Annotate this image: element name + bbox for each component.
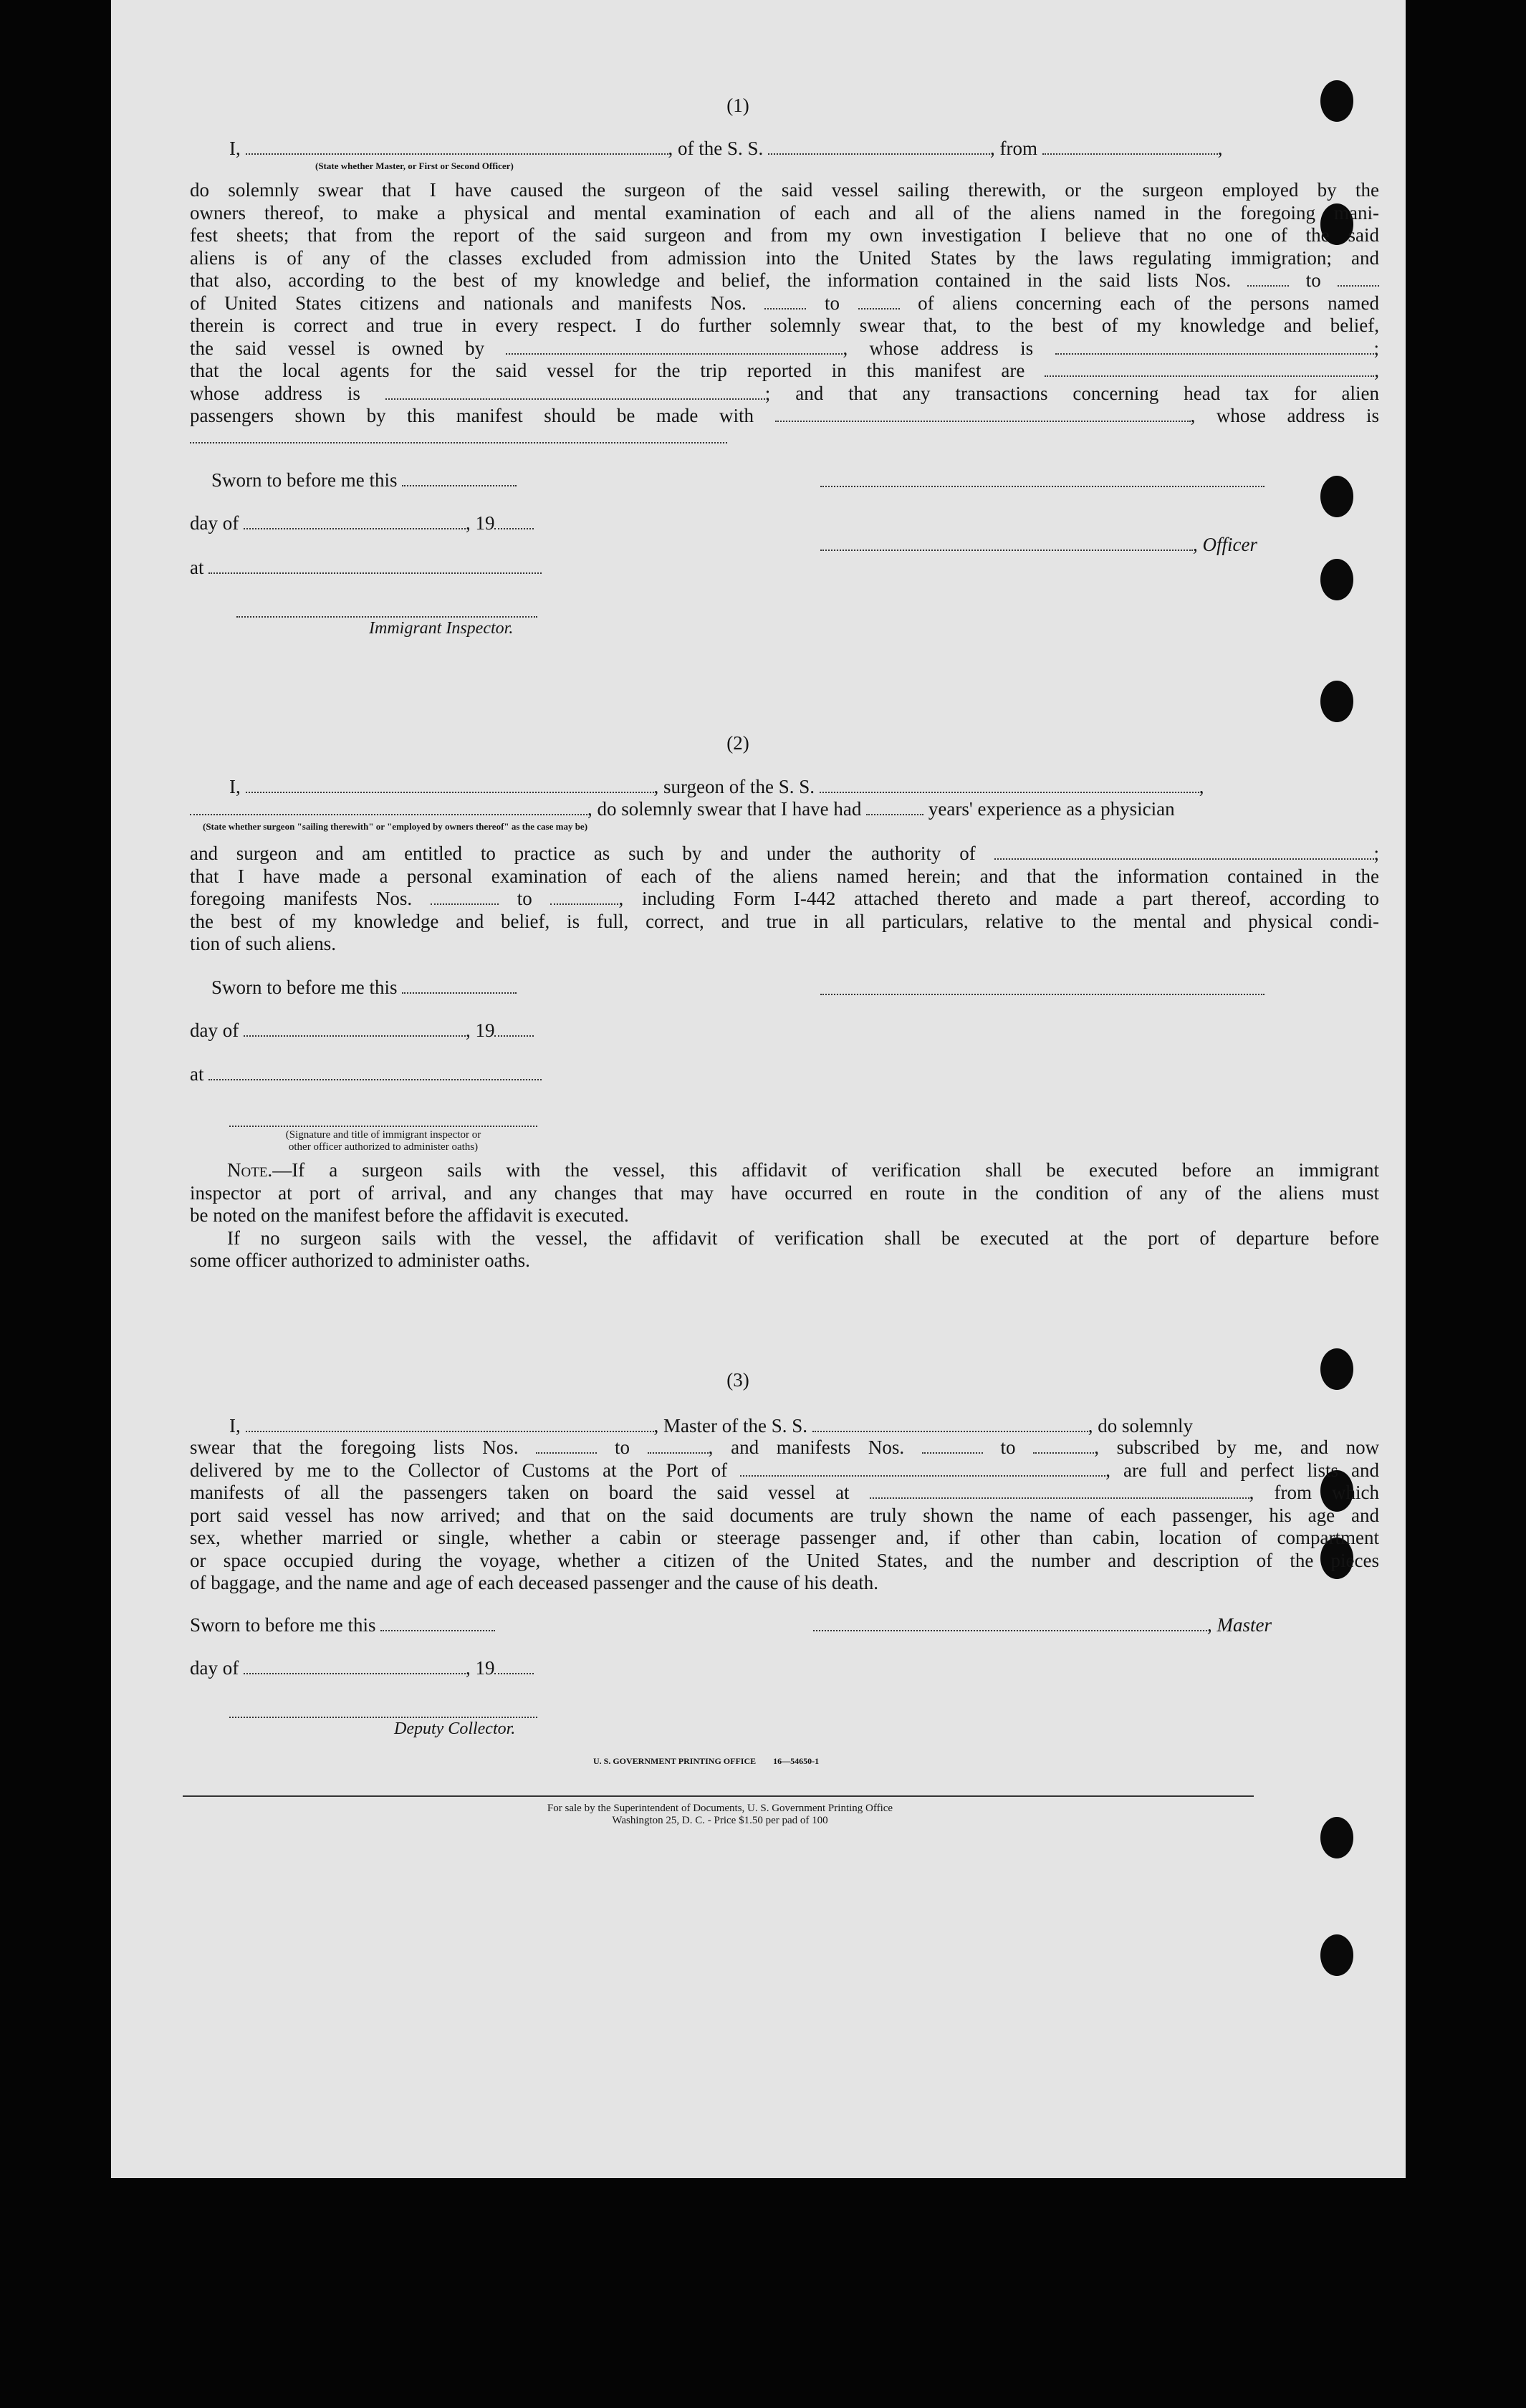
place-field [208,557,542,574]
s2-status-note: (State whether surgeon "sailing therewith" or "employed by owners thereof" as the case may be) [203,821,588,832]
section-3-number: (3) [726,1369,749,1391]
surgeon-signature-line [820,994,1265,995]
head-tax-address-field [190,442,727,443]
text: —If a surgeon sails with the vessel, this affidavit of verification shall be executed before an immigrant [272,1159,1379,1181]
s1-row: owners thereof, to make a physical and mental examination of each and all of the aliens named in the foregoing mani- [190,201,1379,224]
binder-hole [1320,681,1353,722]
text: that also, according to the best of my knowledge and belief, the information contained in the said lists Nos. [190,269,1232,291]
s1-from: , from [990,138,1037,159]
lists-from-field [1247,269,1289,287]
text: , subscribed by me, and now [1094,1436,1380,1458]
text: passengers shown by this manifest should be made with [190,405,754,426]
punct: , [1217,138,1223,159]
s3-day [190,1657,534,1679]
s3-master [813,1614,1272,1636]
s2-row [190,843,1379,865]
year-field [494,1020,534,1037]
text: , 19 [465,512,495,534]
text: I, [229,1415,241,1436]
month-field [244,1657,466,1674]
authority-field [994,843,1374,860]
s2-sworn [211,977,517,999]
text: to [824,292,840,314]
sworn-day-field [380,1614,495,1631]
text: day of [190,1020,239,1041]
s1-row [190,292,1379,315]
text: of aliens concerning each of the persons named [918,292,1380,314]
s2-day [190,1020,534,1042]
sale-notice [469,1803,971,1827]
text: , do solemnly swear that I have had [587,798,862,820]
agents-address-field [385,383,765,400]
s1-of-ss: , of the S. S. [668,138,764,159]
signature-caption-line: (Signature and title of immigrant inspector or [285,1129,481,1141]
lists-to-field [1338,269,1379,287]
vessel-name-field [820,776,1199,793]
year-field [494,1657,534,1674]
head-tax-party-field [775,405,1191,422]
signature-caption-line: other officer authorized to administer oaths) [288,1141,479,1153]
text: , do solemnly [1088,1415,1193,1436]
text: , 19 [465,1020,495,1041]
text: that the local agents for the said vessel for the trip reported in this manifest are [190,360,1025,381]
text: swear that the foregoing lists Nos. [190,1436,519,1458]
s2-line-1 [229,776,1204,798]
place-field [208,1063,542,1080]
text: years' experience as a physician [928,798,1175,820]
text: , whose address is [1190,405,1379,426]
text: to [1000,1436,1016,1458]
text: delivered by me to the Collector of Customs at the Port of [190,1459,728,1481]
officer-signature-line-1 [820,486,1265,487]
gpo-imprint: U. S. GOVERNMENT PRINTING OFFICE 16—54650-1 [593,1756,820,1766]
text: , whose address is [843,337,1034,359]
text: Sworn to before me this [211,469,398,491]
s2-row: that I have made a personal examination of each of the aliens named herein; and that the information contained in the [190,865,1379,887]
s3-oath-paragraph [190,1436,1379,1595]
binder-hole [1320,559,1353,600]
s1-row [190,405,1379,428]
manifests-to-field [550,888,618,905]
month-field [244,512,466,529]
text: ; [1373,843,1380,864]
officer-signature-line [229,1126,537,1127]
s1-officer [820,534,1257,556]
vessel-name-field [812,1415,1088,1432]
owner-address-field [1055,337,1374,355]
sale-notice-line: For sale by the Superintendent of Documents, U. S. Government Printing Office [547,1803,893,1814]
text: , Master of the S. S. [653,1415,807,1436]
s1-row [190,360,1379,383]
s3-sworn [190,1614,495,1636]
s2-row: tion of such aliens. [190,933,336,954]
text: , including Form I-442 attached thereto and made a part thereof, according to [618,888,1380,909]
manifests-to-field [1033,1436,1094,1454]
section-1-number: (1) [726,95,749,116]
sworn-day-field [402,469,517,486]
manifests-from-field [922,1436,983,1454]
binder-hole [1320,476,1353,517]
years-field [866,798,923,815]
text: manifests of all the passengers taken on board the said vessel at [190,1482,850,1503]
s2-oath-paragraph [190,843,1379,956]
manifests-from-field [431,888,499,905]
s2-at [190,1063,542,1085]
master-signature-field [813,1614,1207,1631]
s3-row [190,1436,1379,1459]
text: Sworn to before me this [190,1614,376,1636]
port-field [740,1459,1105,1477]
section-2-number: (2) [726,732,749,754]
text: to [614,1436,630,1458]
text: , surgeon of the S. S. [653,776,815,797]
text: the said vessel is owned by [190,337,485,359]
deputy-collector-label: Deputy Collector. [394,1719,516,1738]
vessel-name-field [768,138,990,155]
s1-rank-note: (State whether Master, or First or Second Officer) [315,160,514,171]
s1-row: aliens is of any of the classes excluded from admission into the United States by the laws regulating immigration; and [190,246,1379,269]
year-field [494,512,534,529]
manifests-from-field [764,292,806,310]
s2-note [190,1159,1379,1272]
text: day of [190,1657,239,1679]
text: at [190,1063,204,1085]
s3-row: or space occupied during the voyage, whether a citizen of the United States, and the number and description of the pieces [190,1549,1379,1571]
text: , from which [1249,1482,1379,1503]
s3-row: of baggage, and the name and age of each deceased passenger and the cause of his death. [190,1572,879,1593]
s3-line-1 [229,1415,1193,1437]
text: , [1374,360,1380,381]
officer-signature-field [820,534,1193,551]
text: , and manifests Nos. [708,1436,905,1458]
text: , are full and perfect lists and [1105,1459,1379,1481]
sale-notice-line: Washington 25, D. C. - Price $1.50 per pad of 100 [612,1815,828,1826]
surgeon-status-field [190,798,587,815]
binder-hole [1320,80,1353,122]
text: , Master [1207,1614,1272,1636]
binder-hole [1320,1348,1353,1390]
text: and surgeon and am entitled to practice as such by and under the authority of [190,843,976,864]
signature-caption [229,1129,537,1153]
form-page [111,0,1406,2178]
note-row [190,1159,1379,1182]
binder-hole [1320,1934,1353,1976]
text: at [190,557,204,578]
s1-row [190,269,1379,292]
text: I, [229,776,241,797]
s2-row [190,888,1379,911]
s3-row [190,1482,1379,1505]
text: to [517,888,532,909]
s3-row: sex, whether married or single, whether a cabin or steerage passenger and, if other than cabin, location of compartment [190,1527,1379,1548]
note-row: inspector at port of arrival, and any changes that may have occurred en route in the condition of any of the aliens must [190,1181,1379,1204]
text: , Officer [1193,534,1257,555]
text: whose address is [190,382,360,404]
note-row: If no surgeon sails with the vessel, the affidavit of verification shall be executed at the port of departure before [227,1227,1379,1249]
text: ; and that any transactions concerning head tax for alien [764,382,1379,404]
text: day of [190,512,239,534]
s1-sworn [211,469,517,491]
s1-row: do solemnly swear that I have caused the surgeon of the said vessel sailing therewith, or the surgeon employed by the [190,179,1379,201]
port-field [1042,138,1218,155]
s2-row: the best of my knowledge and belief, is full, correct, and true in all particulars, relative to the mental and physical condi- [190,910,1379,932]
s1-row [190,383,1379,406]
rank-field [246,138,668,155]
master-name-field [246,1415,654,1432]
s3-row: port said vessel has now arrived; and that on the said documents are truly shown the name of each passenger, his age and [190,1504,1379,1526]
text: Sworn to before me this [211,977,398,998]
s1-row: therein is correct and true in every respect. I do further solemnly swear that, to the best of my knowledge and belief, [190,315,1379,336]
text: foregoing manifests Nos. [190,888,413,909]
lists-to-field [648,1436,709,1454]
agents-field [1045,360,1374,377]
binder-hole [1320,1817,1353,1858]
s1-line-1 [229,138,1383,160]
owner-field [506,337,843,355]
footer-rule [183,1795,1254,1797]
manifests-to-field [858,292,900,310]
s1-row [190,337,1379,360]
text: ; [1373,337,1380,359]
s1-row: fest sheets; that from the report of the said surgeon and from my own investigation I believe that no one of the said [190,224,1379,246]
lists-from-field [536,1436,597,1454]
text: , 19 [465,1657,495,1679]
note-label: Note. [227,1159,273,1181]
sworn-day-field [402,977,517,994]
s2-line-2 [190,798,1175,820]
s1-i: I, [229,138,241,159]
note-row: be noted on the manifest before the affidavit is executed. [190,1204,629,1226]
text: to [1305,269,1321,291]
note-row: some officer authorized to administer oaths. [190,1249,530,1271]
surgeon-name-field [246,776,654,793]
month-field [244,1020,466,1037]
s1-day [190,512,534,534]
s1-at [190,557,542,579]
immigrant-inspector-label: Immigrant Inspector. [369,619,514,638]
text: , [1199,776,1204,797]
s3-row [190,1459,1379,1482]
departure-port-field [870,1482,1249,1499]
text: of United States citizens and nationals and manifests Nos. [190,292,747,314]
s1-oath-paragraph [190,179,1379,428]
